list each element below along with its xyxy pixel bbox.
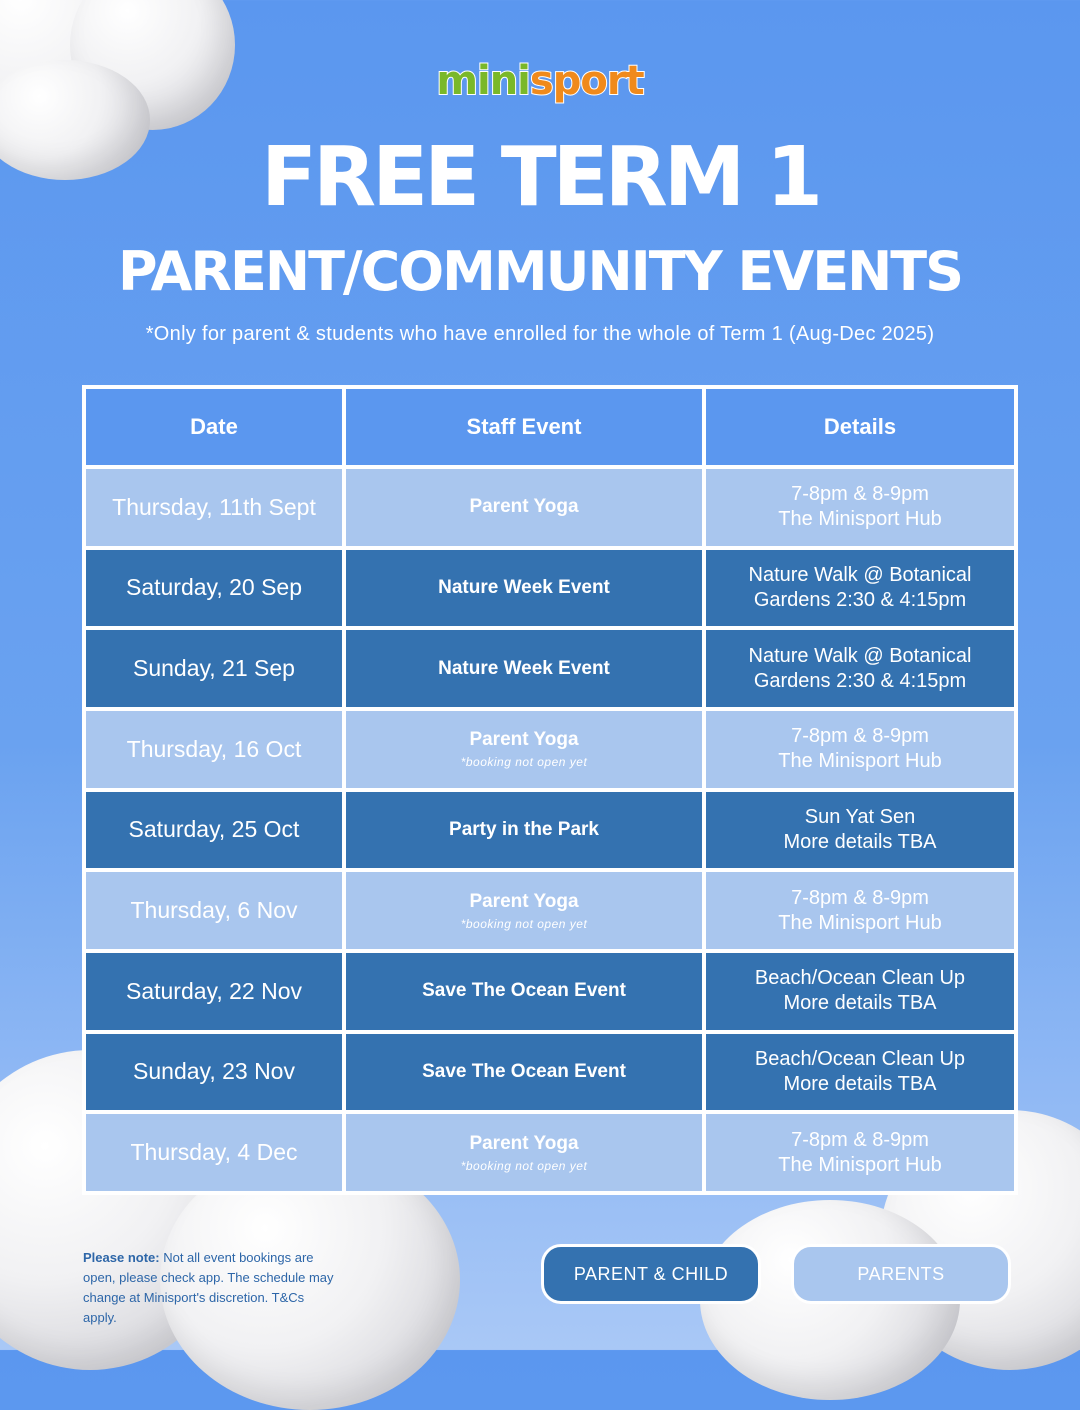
cell-event — [344, 467, 704, 548]
booking-note: *booking not open yet — [460, 1158, 588, 1173]
cell-details — [704, 870, 1016, 951]
details-line-1: 7-8pm & 8-9pm — [791, 483, 929, 506]
legend-parents: PARENTS — [791, 1244, 1011, 1304]
booking-note: *booking not open yet — [460, 755, 588, 770]
event-name: Save The Ocean Event — [422, 980, 626, 1002]
disclaimer-label: Please note: — [83, 1250, 160, 1265]
cell-date: Saturday, 20 Sep — [84, 548, 344, 629]
cell-details — [704, 790, 1016, 871]
subtitle: *Only for parent & students who have enrolled for the whole of Term 1 (Aug-Dec 2025) — [145, 323, 935, 345]
cell-event — [344, 628, 704, 709]
cell-date: Thursday, 16 Oct — [84, 709, 344, 790]
details-line-1: 7-8pm & 8-9pm — [791, 886, 929, 909]
header-details: Details — [704, 387, 1016, 467]
page-heading: PARENT/COMMUNITY EVENTS — [118, 240, 962, 303]
details-line-2: The Minisport Hub — [778, 911, 942, 934]
table-row — [84, 1032, 1016, 1113]
cell-date: Saturday, 22 Nov — [84, 951, 344, 1032]
cell-date: Thursday, 4 Dec — [84, 1112, 344, 1193]
header-staff-event: Staff Event — [344, 387, 704, 467]
cell-event — [344, 870, 704, 951]
details-line-1: Nature Walk @ Botanical — [748, 644, 972, 667]
event-name: Save The Ocean Event — [422, 1060, 626, 1082]
event-name: Parent Yoga — [469, 890, 579, 912]
cell-details — [704, 628, 1016, 709]
cell-details — [704, 1112, 1016, 1193]
page-title: FREE TERM 1 — [260, 130, 820, 225]
details-line-2: More details TBA — [783, 830, 937, 853]
event-name: Parent Yoga — [469, 496, 579, 518]
table-row — [84, 951, 1016, 1032]
cell-date: Thursday, 6 Nov — [84, 870, 344, 951]
cell-date: Sunday, 23 Nov — [84, 1032, 344, 1113]
table-row — [84, 467, 1016, 548]
cell-details — [704, 548, 1016, 629]
details-line-1: Beach/Ocean Clean Up — [754, 1047, 966, 1070]
details-line-1: Sun Yat Sen — [804, 805, 916, 828]
table-row — [84, 790, 1016, 871]
details-line-1: Nature Walk @ Botanical — [748, 563, 972, 586]
minisport-logo — [0, 58, 1080, 104]
details-line-1: 7-8pm & 8-9pm — [791, 1128, 929, 1151]
details-line-2: More details TBA — [783, 1072, 937, 1095]
details-line-1: 7-8pm & 8-9pm — [791, 725, 929, 748]
table-header-row — [84, 387, 1016, 467]
event-name: Party in the Park — [449, 818, 599, 840]
cell-event — [344, 1112, 704, 1193]
cell-details — [704, 951, 1016, 1032]
cell-date: Thursday, 11th Sept — [84, 467, 344, 548]
details-line-1: Beach/Ocean Clean Up — [754, 967, 966, 990]
event-name: Parent Yoga — [469, 1132, 579, 1154]
table-row — [84, 870, 1016, 951]
cell-event — [344, 709, 704, 790]
event-name: Nature Week Event — [438, 657, 610, 679]
booking-note: *booking not open yet — [460, 916, 588, 931]
event-name: Parent Yoga — [469, 729, 579, 751]
event-name: Nature Week Event — [438, 576, 610, 598]
cell-event — [344, 951, 704, 1032]
cell-event — [344, 1032, 704, 1113]
details-line-2: The Minisport Hub — [778, 508, 942, 531]
cell-details — [704, 709, 1016, 790]
details-line-2: The Minisport Hub — [778, 750, 942, 773]
cell-event — [344, 790, 704, 871]
cell-event — [344, 548, 704, 629]
cell-date: Sunday, 21 Sep — [84, 628, 344, 709]
details-line-2: The Minisport Hub — [778, 1153, 942, 1176]
events-table — [82, 385, 1018, 1195]
logo-sport: sport — [529, 58, 644, 104]
table-row — [84, 548, 1016, 629]
table-row — [84, 1112, 1016, 1193]
cell-details — [704, 467, 1016, 548]
logo-mini: mini — [436, 58, 530, 104]
header-date: Date — [84, 387, 344, 467]
disclaimer — [83, 1248, 338, 1328]
cell-details — [704, 1032, 1016, 1113]
details-line-2: Gardens 2:30 & 4:15pm — [753, 669, 967, 692]
disclaimer-text: Not all event bookings are open, please check app. The schedule may change at Minisport's discretion. T&Cs apply. — [83, 1250, 334, 1325]
table-row — [84, 628, 1016, 709]
legend-parent-child: PARENT & CHILD — [541, 1244, 761, 1304]
details-line-2: More details TBA — [783, 992, 937, 1015]
table-row — [84, 709, 1016, 790]
details-line-2: Gardens 2:30 & 4:15pm — [753, 588, 967, 611]
cell-date: Saturday, 25 Oct — [84, 790, 344, 871]
